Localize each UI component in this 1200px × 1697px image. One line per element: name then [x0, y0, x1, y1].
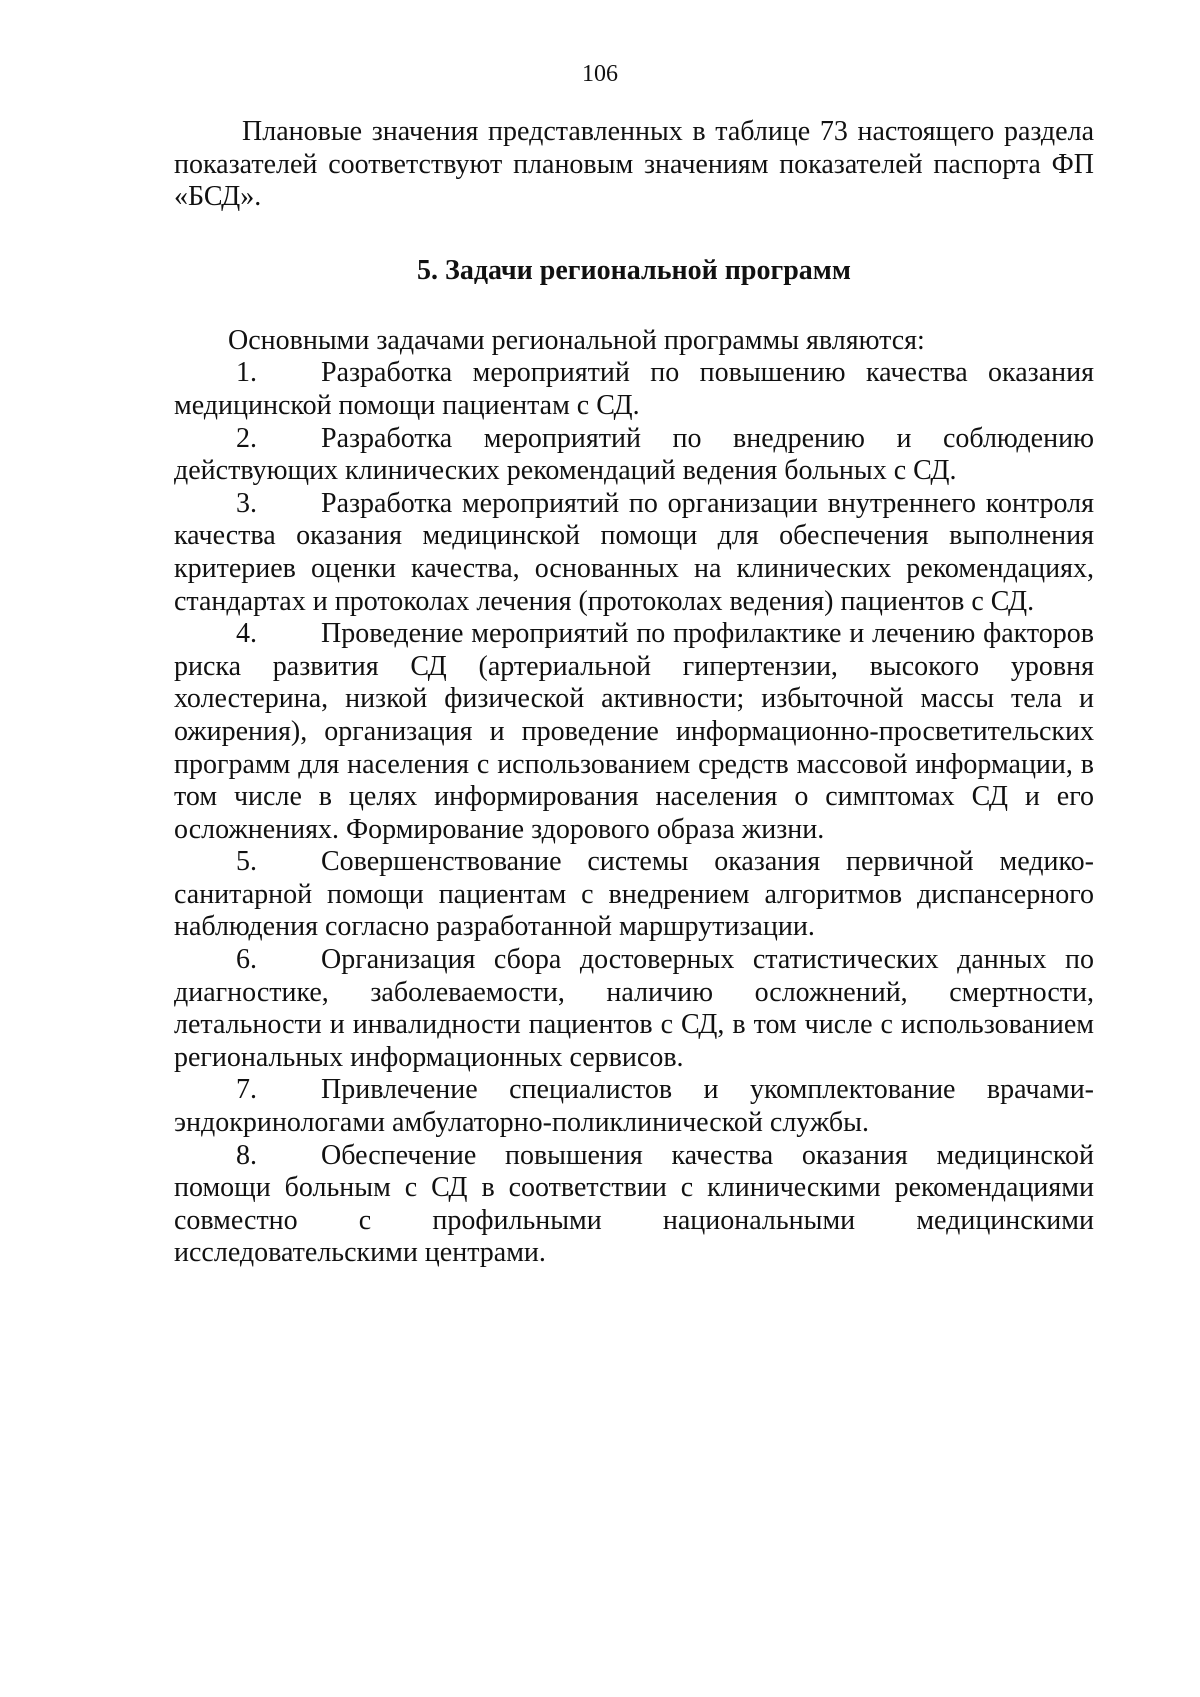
- task-item: [174, 846, 1094, 944]
- section-heading: 5. Задачи региональной программ: [417, 254, 851, 286]
- task-number: 4.: [236, 618, 257, 650]
- task-text: Проведение мероприятий по профилактике и лечению факторов риска развития СД (артериальной гипертензии, высокого уровня холестерина, низкой физической активности; избыточной массы тела и ожирения), организация и проведение информационно-просветительских программ для населения с использованием средств массовой информации, в том числе в целях информирования населения о симптомах СД и его осложнениях. Формирование здорового образа жизни.: [174, 618, 1094, 845]
- task-text: Обеспечение повышения качества оказания медицинской помощи больным с СД в соответствии с клиническими рекомендациями совместно с профильными национальными медицинскими исследовательскими центрами.: [174, 1139, 1094, 1269]
- task-text: Совершенствование системы оказания первичной медико-санитарной помощи пациентам с внедрением алгоритмов диспансерного наблюдения согласно разработанной маршрутизации.: [174, 846, 1094, 943]
- task-item: [174, 1140, 1094, 1270]
- section-lead: Основными задачами региональной программы являются:: [228, 324, 925, 356]
- task-number: 3.: [236, 487, 257, 519]
- task-number: 5.: [236, 846, 257, 878]
- task-text: Разработка мероприятий по повышению качества оказания медицинской помощи пациентам с СД.: [174, 357, 1094, 421]
- task-list: [174, 357, 1094, 1270]
- page-body: [174, 116, 1094, 1270]
- intro-paragraph: Плановые значения представленных в таблице 73 настоящего раздела показателей соответствуют плановым значениям показателей паспорта ФП «БСД».: [174, 116, 1094, 213]
- task-item: [174, 1074, 1094, 1139]
- task-item: [174, 357, 1094, 422]
- task-item: [174, 618, 1094, 846]
- task-number: 7.: [236, 1074, 257, 1106]
- task-number: 2.: [236, 422, 257, 454]
- task-text: Разработка мероприятий по внедрению и соблюдению действующих клинических рекомендаций ведения больных с СД.: [174, 422, 1094, 487]
- task-text: Организация сбора достоверных статистических данных по диагностике, заболеваемости, наличию осложнений, смертности, летальности и инвалидности пациентов с СД, в том числе с использованием региональных информационных сервисов.: [174, 944, 1094, 1073]
- task-text: Привлечение специалистов и укомплектование врачами-эндокринологами амбулаторно-поликлинической службы.: [174, 1074, 1094, 1139]
- task-item: [174, 488, 1094, 618]
- page-number: 106: [582, 61, 618, 87]
- task-number: 8.: [236, 1139, 257, 1171]
- task-number: 1.: [236, 357, 257, 389]
- task-item: [174, 423, 1094, 488]
- task-number: 6.: [236, 944, 257, 976]
- task-text: Разработка мероприятий по организации внутреннего контроля качества оказания медицинской помощи для обеспечения выполнения критериев оценки качества, основанных на клинических рекомендациях, стандартах и протоколах лечения (протоколах ведения) пациентов с СД.: [174, 487, 1094, 617]
- task-item: [174, 944, 1094, 1074]
